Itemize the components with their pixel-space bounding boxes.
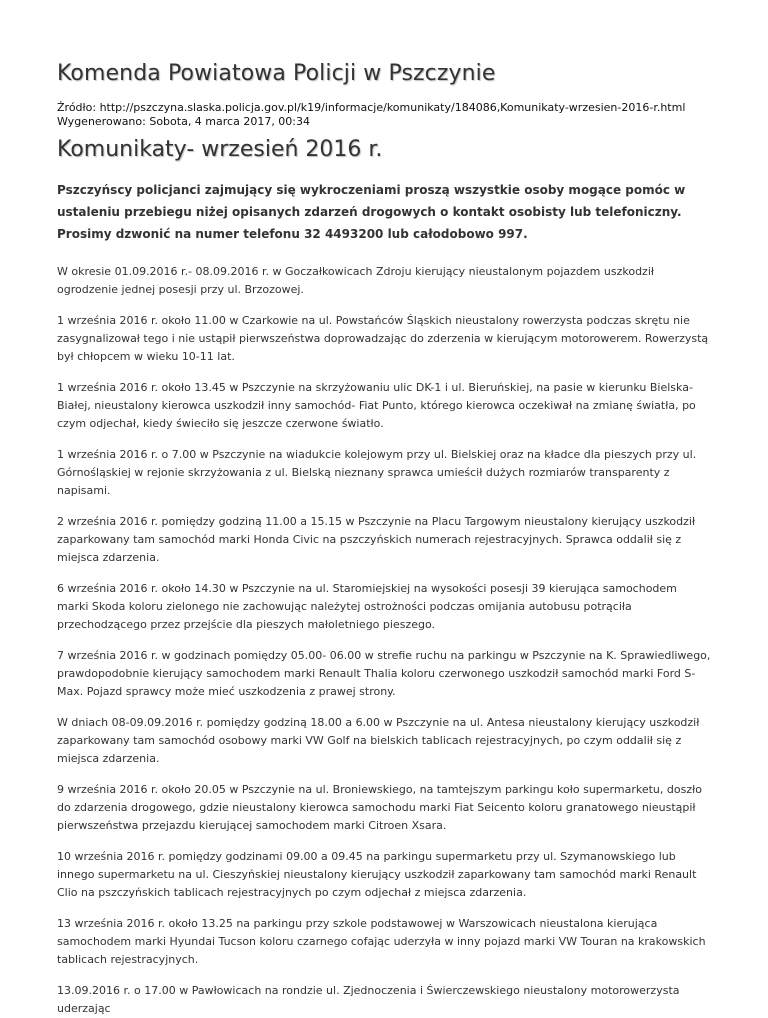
source-info — [57, 101, 711, 129]
site-title: Komenda Powiatowa Policji w Pszczynie — [57, 61, 496, 86]
source-line: Źródło: http://pszczyna.slaska.policja.gov.pl/k19/informacje/komunikaty/184086,Komunikaty-wrzesien-2016-r.html — [57, 101, 686, 114]
report-paragraph: 9 września 2016 r. około 20.05 w Pszczynie na ul. Broniewskiego, na tamtejszym parkingu koło supermarketu, doszło do zdarzenia drogowego, gdzie nieustalony kierowca samochodu marki Fiat Seicento koloru granatowego nieustąpił pierwszeństwa przejazdu kierującej samochodem marki Citroen Xsara. — [57, 783, 702, 832]
report-paragraph: 13.09.2016 r. o 17.00 w Pawłowicach na rondzie ul. Zjednoczenia i Świerczewskiego nieustalony motorowerzysta uderzając — [57, 984, 680, 1015]
report-paragraph: 10 września 2016 r. pomiędzy godzinami 09.00 a 09.45 na parkingu supermarketu przy ul. Szymanowskiego lub innego supermarketu na ul. Cieszyńskiej nieustalony kierujący uszkodził zaparkowany tam samochód marki Renault Clio na pszczyńskich tablicach rejestracyjnych po czym odjechał z miejsca zdarzenia. — [57, 850, 697, 899]
article-lead: Pszczyńscy policjanci zajmujący się wykroczeniami proszą wszystkie osoby mogące pomóc w ustaleniu przebiegu niżej opisanych zdarzeń drogowych o kontakt osobisty lub telefoniczny. Prosimy dzwonić na numer telefonu 32 4493200 lub całodobowo 997. — [57, 183, 686, 241]
report-paragraph: 7 września 2016 r. w godzinach pomiędzy 05.00- 06.00 w strefie ruchu na parkingu w Pszczynie na K. Sprawiedliwego, prawdopodobnie kierujący samochodem marki Renault Thalia koloru czerwonego uszkodził samochód marki Ford S-Max. Pojazd sprawcy może mieć uszkodzenia z prawej strony. — [57, 649, 711, 698]
generated-line: Wygenerowano: Sobota, 4 marca 2017, 00:34 — [57, 115, 311, 128]
article-title: Komunikaty- wrzesień 2016 r. — [57, 137, 383, 162]
report-paragraph: 2 września 2016 r. pomiędzy godziną 11.00 a 15.15 w Pszczynie na Placu Targowym nieustalony kierujący uszkodził zaparkowany tam samochód marki Honda Civic na pszczyńskich numerach rejestracyjnych. Sprawca oddalił się z miejsca zdarzenia. — [57, 515, 696, 564]
report-paragraph: W dniach 08-09.09.2016 r. pomiędzy godziną 18.00 a 6.00 w Pszczynie na ul. Antesa nieustalony kierujący uszkodził zaparkowany tam samochód osobowy marki VW Golf na bielskich tablicach rejestracyjnych, po czym oddalił się z miejsca zdarzenia. — [57, 716, 700, 765]
report-paragraph: 6 września 2016 r. około 14.30 w Pszczynie na ul. Staromiejskiej na wysokości posesji 39 kierująca samochodem marki Skoda koloru zielonego nie zachowując należytej ostrożności podczas omijania autobusu potrąciła przechodzącego przez przejście dla pieszych małoletniego pieszego. — [57, 582, 677, 631]
report-paragraph: 1 września 2016 r. o 7.00 w Pszczynie na wiadukcie kolejowym przy ul. Bielskiej oraz na kładce dla pieszych przy ul. Górnośląskiej w rejonie skrzyżowania z ul. Bielską nieznany sprawca umieścił dużych rozmiarów transparenty z napisami. — [57, 448, 697, 497]
report-paragraph: 13 września 2016 r. około 13.25 na parkingu przy szkole podstawowej w Warszowicach nieustalona kierująca samochodem marki Hyundai Tucson koloru czarnego cofając uderzyła w inny pojazd marki VW Touran na krakowskich tablicach rejestracyjnych. — [57, 917, 706, 966]
report-list — [57, 263, 711, 1018]
report-paragraph: W okresie 01.09.2016 r.- 08.09.2016 r. w Goczałkowicach Zdroju kierujący nieustalonym pojazdem uszkodził ogrodzenie jednej posesji przy ul. Brzozowej. — [57, 265, 655, 296]
report-paragraph: 1 września 2016 r. około 11.00 w Czarkowie na ul. Powstańców Śląskich nieustalony rowerzysta podczas skrętu nie zasygnalizował tego i nie ustąpił pierwszeństwa doprowadzając do zderzenia w kierującym motorowerem. Rowerzystą był chłopcem w wieku 10-11 lat. — [57, 314, 709, 363]
report-paragraph: 1 września 2016 r. około 13.45 w Pszczynie na skrzyżowaniu ulic DK-1 i ul. Bieruńskiej, na pasie w kierunku Bielska- Białej, nieustalony kierowca uszkodził inny samochód- Fiat Punto, którego kierowca oczekiwał na zmianę światła, po czym odjechał, kiedy świeciło się jeszcze czerwone światło. — [57, 381, 696, 430]
